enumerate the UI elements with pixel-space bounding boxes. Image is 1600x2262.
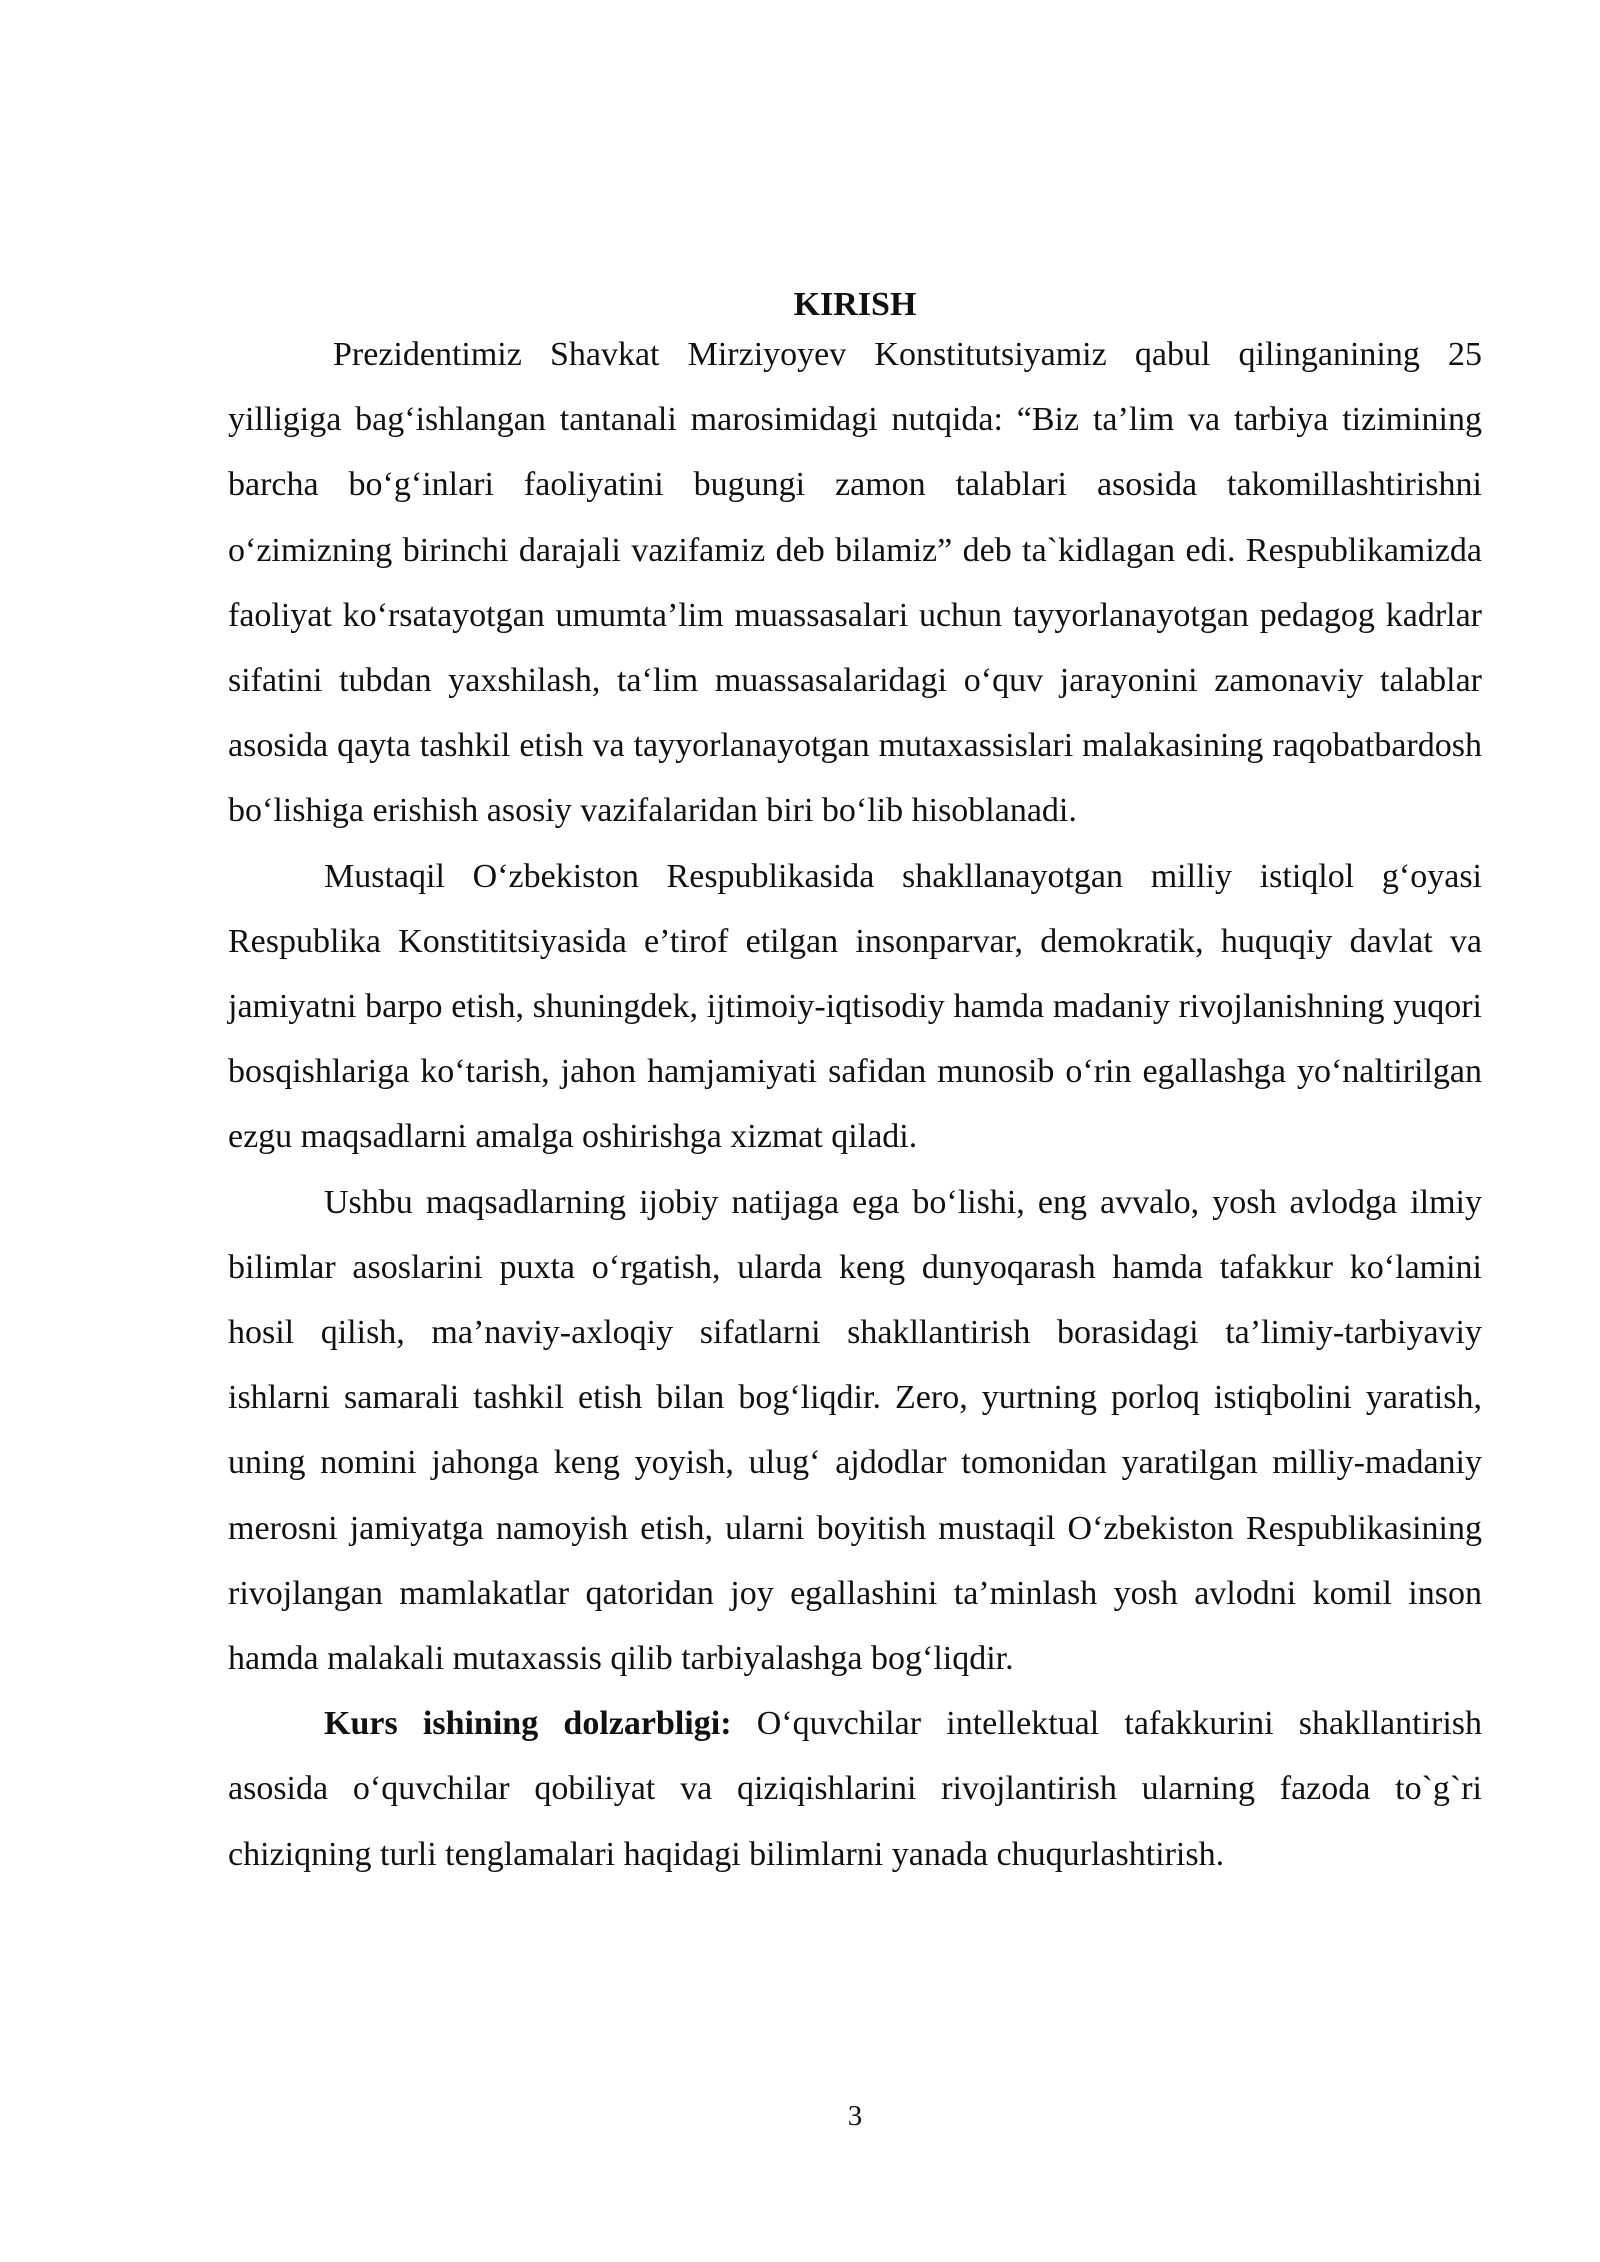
paragraph-text: Ushbu maqsadlarning ijobiy natijaga ega bo‘lishi, eng avvalo, yosh avlodga ilmiy bilimlar asoslarini puxta o‘rgatish, ularda keng dunyoqarash hamda tafakkur ko‘lamini hosil qilish, ma’naviy-axloqiy sifatlarni shakllantirish borasidagi ta’limiy-tarbiyaviy ishlarni samarali tashkil etish bilan bog‘liqdir. Zero, yurtning porloq istiqbolini yaratish, uning nomini jahonga keng yoyish, ulug‘ ajdodlar tomonidan yaratilgan milliy-madaniy merosni jamiyatga namoyish etish, ularni boyitish mustaqil O‘zbekiston Respublikasining rivojlangan mamlakatlar qatoridan joy egallashini ta’minlash yosh avlodni komil inson hamda malakali mutaxassis qilib tarbiyalashga bog‘liqdir. [228,1183,1482,1678]
relevance-label: Kurs ishining dolzarbligi: [324,1705,732,1743]
document-heading: KIRISH [793,286,917,323]
document-body [228,278,1482,1887]
paragraph-text: Mustaqil O‘zbekiston Respublikasida shakllanayotgan milliy istiqlol g‘oyasi Respublika Konstititsiyasida e’tirof etilgan insonparvar, demokratik, huquqiy davlat va jamiyatni barpo etish, shuningdek, ijtimoiy-iqtisodiy hamda madaniy rivojlanishning yuqori bosqishlariga ko‘tarish, jahon hamjamiyati safidan munosib o‘rin egallashga yo‘naltirilgan ezgu maqsadlarni amalga oshirishga xizmat qiladi. [228,857,1482,1156]
paragraph-goals [228,1170,1482,1692]
paragraph-independence [228,844,1482,1170]
paragraph-text: Prezidentimiz Shavkat Mirziyoyev Konstitutsiyamiz qabul qilinganining 25 yilligiga bag‘ishlangan tantanali marosimidagi nutqida: “Biz ta’lim va tarbiya tizimining barcha bo‘g‘inlari faoliyatini bugungi zamon talablari asosida takomillashtirishni o‘zimizning birinchi darajali vazifamiz deb bilamiz” deb ta`kidlagan edi. Respublikamizda faoliyat ko‘rsatayotgan umumta’lim muassasalari uchun tayyorlanayotgan pedagog kadrlar sifatini tubdan yaxshilash, ta‘lim muassasalaridagi o‘quv jarayonini zamonaviy talablar asosida qayta tashkil etish va tayyorlanayotgan mutaxassislari malakasining raqobatbardosh bo‘lishiga erishish asosiy vazifalaridan biri bo‘lib hisoblanadi. [228,336,1482,830]
page-number: 3 [847,2100,863,2132]
paragraph-introduction [228,322,1482,844]
paragraph-text: O‘quvchilar intellektual tafakkurini shakllantirish asosida o‘quvchilar qobiliyat va qiziqishlarini rivojlantirish ularning fazoda to`g`ri chiziqning turli tenglamalari haqidagi bilimlarni yanada chuqurlashtirish. [228,1705,1482,1873]
paragraph-relevance [228,1691,1482,1887]
